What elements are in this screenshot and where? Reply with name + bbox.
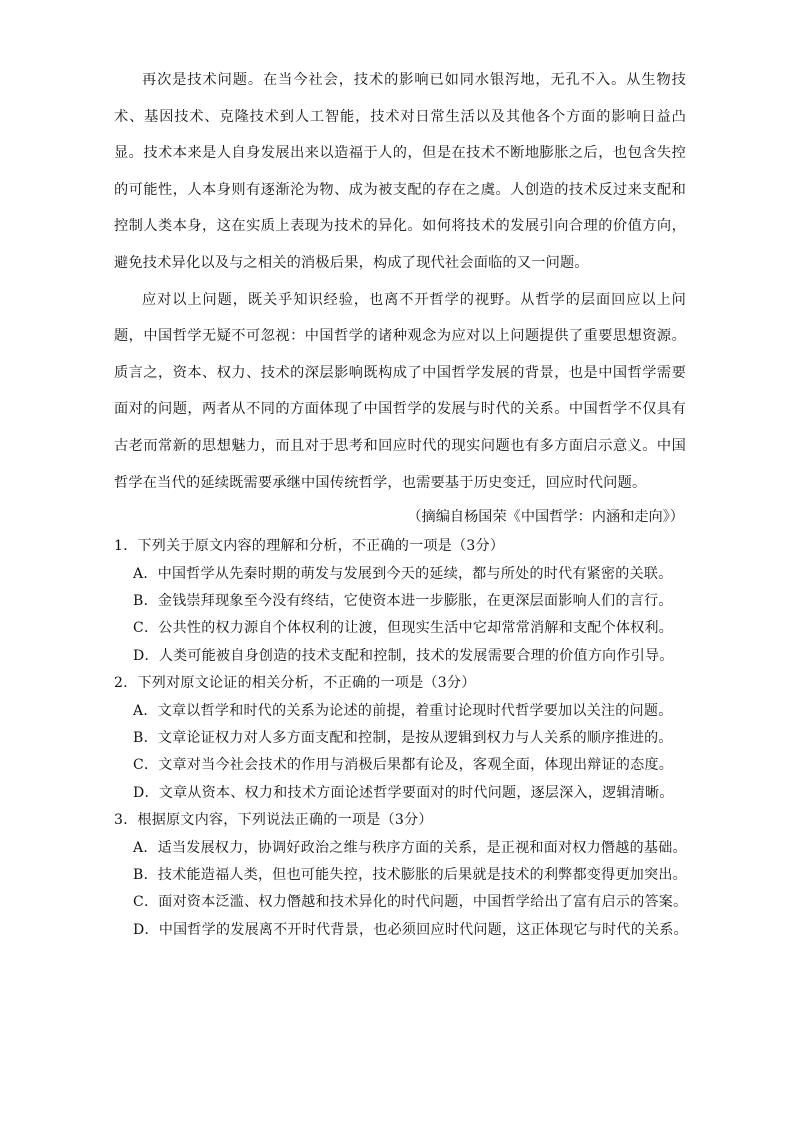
passage-paragraph-2: 应对以上问题，既关乎知识经验，也离不开哲学的视野。从哲学的层面回应以上问题，中国哲学无疑不可忽视：中国哲学的诸种观念为应对以上问题提供了重要思想资源。质言之，资本、权力、技术的深层影响既构成了中国哲学发展的背景，也是中国哲学需要面对的问题，两者从不同的方面体现了中国哲学的发展与时代的关系。中国哲学不仅具有古老而常新的思想魅力，而且对于思考和回应时代的现实问题也有多方面启示意义。中国哲学在当代的延续既需要承继中国传统哲学，也需要基于历史变迁，回应时代问题。 — [114, 291, 686, 491]
option-c: C．公共性的权力源自个体权利的让渡，但现实生活中它却常常消解和支配个体权利。 — [133, 620, 674, 637]
option-a: A．中国哲学从先秦时期的萌发与发展到今天的延续，都与所处的时代有紧密的关联。 — [133, 565, 673, 582]
option-c: C．面对资本泛滥、权力僭越和技术异化的时代问题，中国哲学给出了富有启示的答案。 — [133, 894, 688, 911]
exam-content — [114, 62, 686, 944]
option-a: A．文章以哲学和时代的关系为论述的前提，着重讨论现时代哲学要加以关注的问题。 — [133, 702, 673, 719]
option-d: D．人类可能被自身创造的技术支配和控制，技术的发展需要合理的价值方向作引导。 — [133, 647, 674, 664]
question-3 — [114, 807, 686, 944]
option-d: D．中国哲学的发展离不开时代背景，也必须回应时代问题，这正体现它与时代的关系。 — [133, 921, 688, 938]
option-c: C．文章对当今社会技术的作用与消极后果都有论及，客观全面，体现出辩证的态度。 — [133, 757, 674, 774]
option-a: A．适当发展权力，协调好政治之维与秩序方面的关系，是正视和面对权力僭越的基础。 — [133, 839, 687, 856]
option-d: D．文章从资本、权力和技术方面论述哲学要面对的时代问题，逐层深入，逻辑清晰。 — [133, 784, 674, 801]
passage-source: （摘编自杨国荣《中国哲学：内涵和走向》） — [407, 509, 684, 526]
option-b: B．文章论证权力对人多方面支配和控制，是按从逻辑到权力与人关系的顺序推进的。 — [133, 729, 673, 746]
question-stem: 3．根据原文内容，下列说法正确的一项是（3分） — [114, 812, 433, 829]
question-stem: 1．下列关于原文内容的理解和分析，不正确的一项是（3分） — [114, 538, 505, 555]
question-2 — [114, 670, 686, 807]
option-b: B．技术能造福人类，但也可能失控，技术膨胀的后果就是技术的利弊都变得更加突出。 — [133, 867, 687, 883]
question-stem: 2．下列对原文论证的相关分析，不正确的一项是（3分） — [114, 675, 476, 692]
question-1 — [114, 533, 686, 670]
option-b: B．金钱崇拜现象至今没有终结，它使资本进一步膨胀，在更深层面影响人们的言行。 — [133, 592, 673, 609]
passage-paragraph-1: 再次是技术问题。在当今社会，技术的影响已如同水银泻地，无孔不入。从生物技术、基因技术、克隆技术到人工智能，技术对日常生活以及其他各个方面的影响日益凸显。技术本来是人自身发展出来以造福于人的，但是在技术不断地膨胀之后，也包含失控的可能性，人本身则有逐渐沦为物、成为被支配的存在之虞。人创造的技术反过来支配和控制人类本身，这在实质上表现为技术的异化。如何将技术的发展引向合理的价值方向，避免技术异化以及与之相关的消极后果，构成了现代社会面临的又一问题。 — [114, 72, 686, 271]
